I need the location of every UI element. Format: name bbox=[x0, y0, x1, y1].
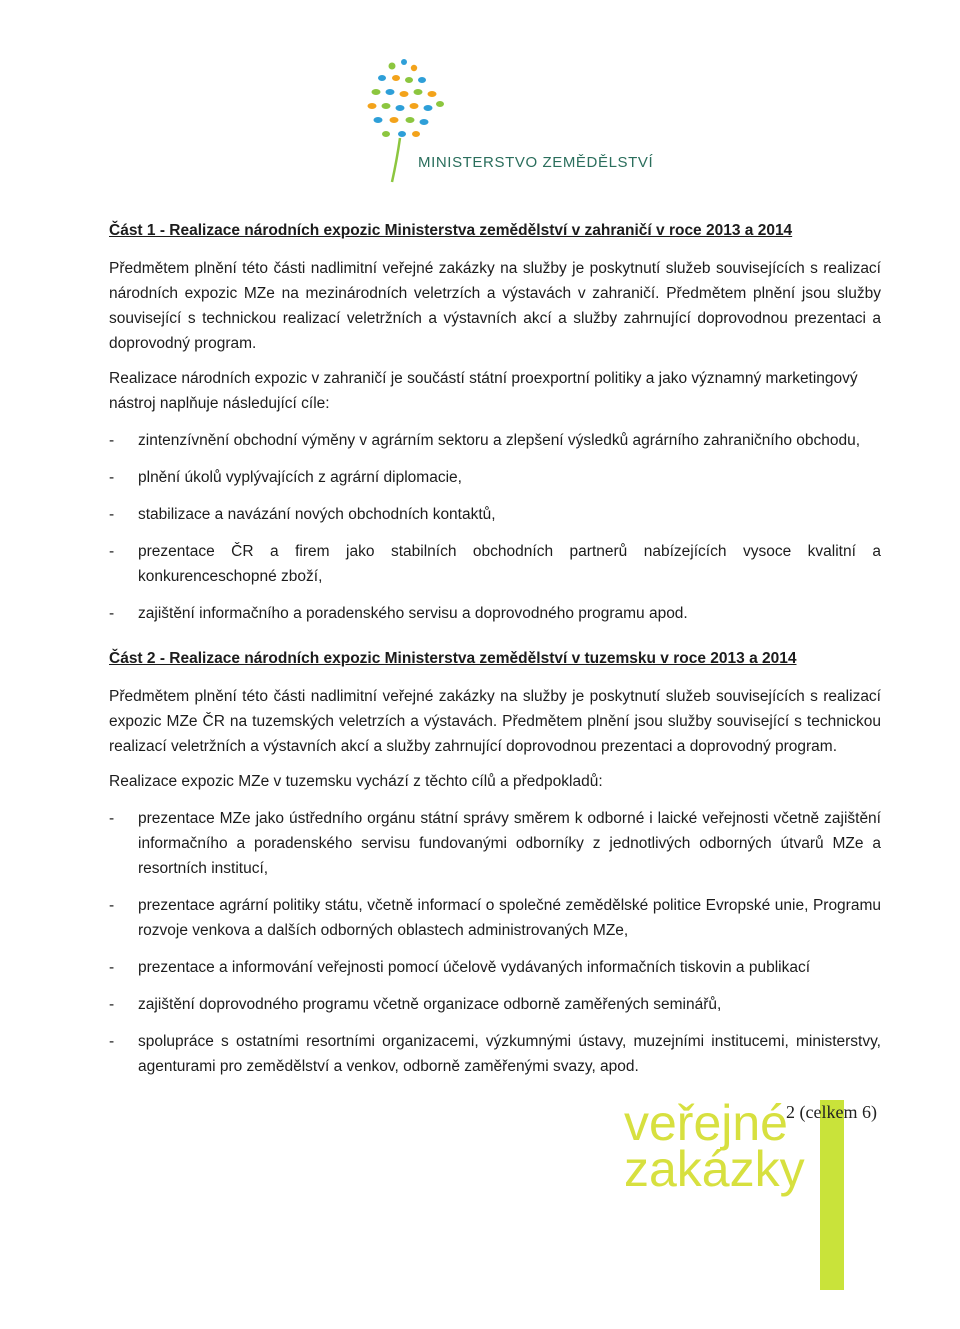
list-item bbox=[109, 806, 881, 881]
page-number: 2 (celkem 6) bbox=[786, 1102, 877, 1122]
stamp-logo-text bbox=[624, 1095, 805, 1197]
list-item-text: plnění úkolů vyplývajících z agrární diplomacie, bbox=[138, 469, 462, 486]
stamp-line-1: veřejné bbox=[624, 1095, 788, 1151]
list-item bbox=[109, 601, 881, 626]
section-2-intro: Realizace expozic MZe v tuzemsku vychází z těchto cílů a předpokladů: bbox=[109, 773, 603, 790]
list-item bbox=[109, 1029, 881, 1079]
list-item-text: zintenzívnění obchodní výměny v agrárním sektoru a zlepšení výsledků agrárního zahraničního obchodu, bbox=[138, 432, 861, 449]
section-2-paragraph: Předmětem plnění této části nadlimitní veřejné zakázky na služby je poskytnutí služeb souvisejících s realizací expozic MZe ČR na tuzemských veletrzích a výstavách. Předmětem plnění jsou služby související s technickou realizací veletržních a výstavních akcí a služby zahrnující doprovodnou prezentaci a doprovodný program. bbox=[109, 688, 881, 755]
list-item-text: prezentace MZe jako ústředního orgánu státní správy směrem k odborné i laické veřejnosti včetně zajištění informačního a poradenského servisu fundovanými odborníky z jednotlivých odborných útvarů MZe a resortních institucí, bbox=[138, 810, 881, 877]
list-item bbox=[109, 428, 881, 453]
section-2-goals-list bbox=[109, 806, 881, 1079]
ministry-name: MINISTERSTVO ZEMĚDĚLSTVÍ bbox=[418, 154, 654, 171]
list-item bbox=[109, 539, 881, 589]
list-dash: - bbox=[109, 506, 115, 523]
list-item bbox=[109, 465, 881, 490]
list-dash: - bbox=[109, 996, 115, 1013]
list-dash: - bbox=[109, 959, 115, 976]
document-body bbox=[109, 220, 881, 1101]
list-item-text: prezentace a informování veřejnosti pomocí účelově vydávaných informačních tiskovin a publikací bbox=[138, 959, 811, 976]
list-item bbox=[109, 992, 881, 1017]
stamp-line-2: zakázky bbox=[624, 1141, 805, 1197]
section-1-paragraph: Předmětem plnění této části nadlimitní veřejné zakázky na služby je poskytnutí služeb souvisejících s realizací národních expozic MZe na mezinárodních veletrzích a výstavách v zahraničí. Předmětem plnění jsou služby související s technickou realizací veletržních a výstavních akcí a služby zahrnující doprovodnou prezentaci a doprovodný program. bbox=[109, 260, 881, 352]
list-dash: - bbox=[109, 469, 115, 486]
section-1-intro: Realizace národních expozic v zahraničí je součástí státní proexportní politiky a jako významný marketingový nástroj naplňuje následující cíle: bbox=[109, 370, 858, 412]
verejne-zakazky-stamp bbox=[624, 1095, 884, 1290]
stamp-green-bar bbox=[820, 1100, 844, 1290]
list-dash: - bbox=[109, 432, 115, 449]
section-1-goals-list bbox=[109, 428, 881, 626]
list-dash: - bbox=[109, 810, 115, 827]
list-item bbox=[109, 502, 881, 527]
list-item-text: prezentace agrární politiky státu, včetně informací o společné zemědělské politice Evropské unie, Programu rozvoje venkova a dalších odborných oblastech administrovaných MZe, bbox=[138, 897, 881, 939]
list-item-text: zajištění doprovodného programu včetně organizace odborně zaměřených seminářů, bbox=[138, 996, 722, 1013]
list-item-text: stabilizace a navázání nových obchodních kontaktů, bbox=[138, 506, 496, 523]
list-item-text: zajištění informačního a poradenského servisu a doprovodného programu apod. bbox=[138, 605, 688, 622]
list-dash: - bbox=[109, 543, 115, 560]
list-item bbox=[109, 893, 881, 943]
list-dash: - bbox=[109, 897, 115, 914]
section-2-heading: Část 2 - Realizace národních expozic Ministerstva zemědělství v tuzemsku v roce 2013 a 2014 bbox=[109, 650, 797, 667]
list-dash: - bbox=[109, 605, 115, 622]
list-item bbox=[109, 955, 881, 980]
list-item-text: prezentace ČR a firem jako stabilních obchodních partnerů nabízejících vysoce kvalitní a konkurenceschopné zboží, bbox=[138, 543, 881, 585]
section-1-heading: Část 1 - Realizace národních expozic Ministerstva zemědělství v zahraničí v roce 2013 a 2014 bbox=[109, 222, 793, 239]
list-dash: - bbox=[109, 1033, 115, 1050]
list-item-text: spolupráce s ostatními resortními organizacemi, výzkumnými ústavy, muzejními institucemi, ministerstvy, agenturami pro zemědělství a venkov, odborně zaměřenými svazy, apod. bbox=[138, 1033, 881, 1075]
